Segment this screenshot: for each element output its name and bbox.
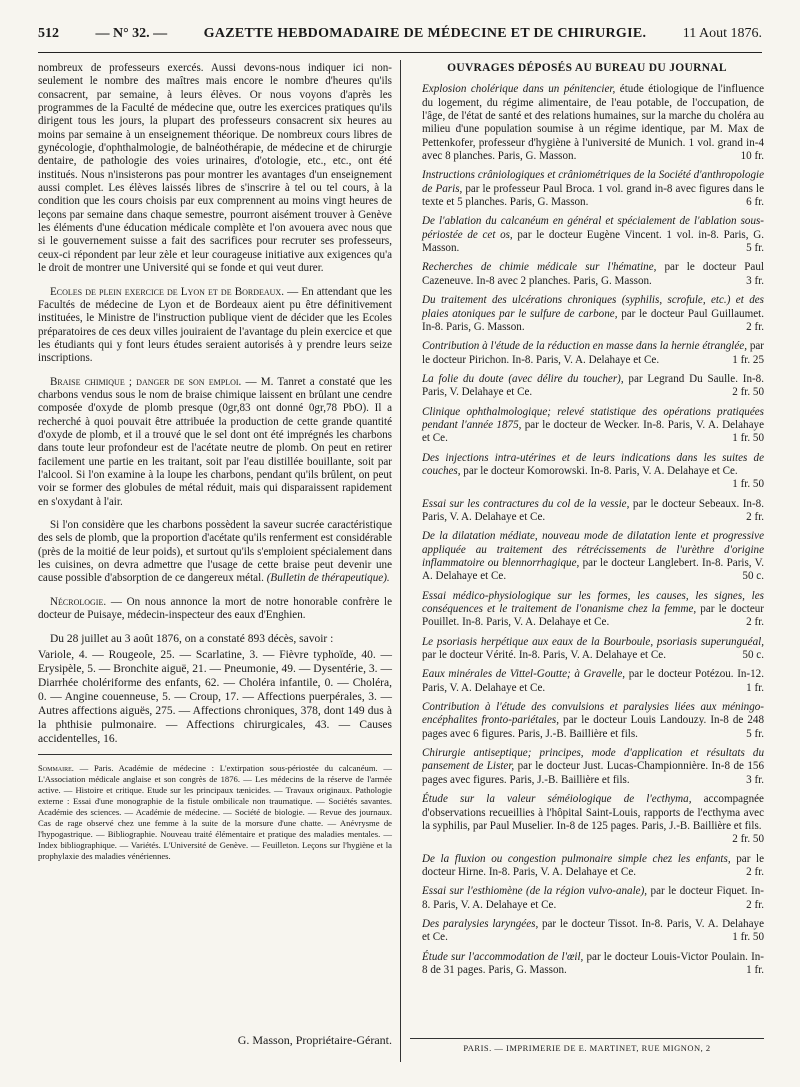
book-details: par le professeur Paul Broca. 1 vol. grand in-8 avec figures dans le texte et 5 planches. Paris, G. Masson.: [422, 182, 764, 209]
column-divider: [400, 60, 401, 1062]
book-price: 1 fr. 25: [732, 353, 764, 366]
book-title: Essai sur l'esthiomène (de la région vulvo-anale),: [422, 885, 648, 898]
book-details: par le docteur Potézou. In-12. Paris, V. A. Delahaye et Ce.: [422, 668, 764, 694]
book-title: Contribution à l'étude de la réduction en masse dans la hernie étranglée,: [422, 340, 748, 353]
book-details: étude étiologique de l'influence du logement, du régime alimentaire, de l'eau potable, de l'occupation, de l'âge, de l'état de santé et des relations humaines, sur la marche du choléra au milieu d'une population soumise à un régime identique, par M. Max de Pettenkofer, professeur d'hygiène à l'université de Munich. 1 vol. grand in-4 avec 8 planches. Paris, G. Masson.: [422, 83, 765, 163]
book-title: Clinique ophthalmologique; relevé statistique des opérations pratiquées pendant l'année 1875,: [422, 405, 764, 431]
book-title: Des injections intra-utérines et de leurs indications dans les suites de couches,: [422, 451, 764, 477]
book-details: par le docteur de Wecker. In-8. Paris, V. A. Delahaye et Ce.: [422, 418, 764, 445]
braise-article: [38, 376, 392, 509]
geneva-paragraph: nombreux de professeurs exercés. Aussi devons-nous indiquer ici non-seulement le nombre des maîtres mais encore le nombre d'heures qu'ils consacrent, par semaine, à leurs élèves. Or nous voyons d'après les programmes de la Faculté de médecine que, outre les exercices pratiques qu'ils dirigent tous les jours, la plupart des professeurs consacrent six heures au moins par semaine à un enseignement théorique. De nombreux cours libres de gynécologie, d'ophthalmologie, de balnéothérapie, de médecine et de chirurgie dentaire, de pathologie des voies urinaires, d'otologie, etc., etc., ont été institués. Nous n'insisterons pas pour montrer les avantages d'un enseignement aussi complet. Les élèves laissés libres de s'inscrire à tel ou tel cours, à la condition que les cours choisis par eux comprennent au moins vingt heures de leçons par semaine dans chaque semestre, pourront aisément trouver à Genève les éléments d'une éducation médicale complète et l'on avouera avec nous que si le gouvernement suisse a fait des sacrifices pour recruter ses professeurs, ceux-ci répondent par leur zèle et leur courageuse initiative aux exigences qu'a le droit de montrer une Université qui se fonde et qui veut durer.: [38, 62, 392, 275]
book-title: Contribution à l'étude des convulsions et paralysies liées aux méningo-encéphalites fronto-pariétales,: [422, 701, 764, 727]
book-title: Chirurgie antiseptique; principes, mode d'application et résultats du pansement de Lister,: [422, 747, 764, 773]
book-details: par Legrand Du Saulle. In-8. Paris, V. Delahaye et Ce.: [422, 372, 765, 399]
book-entry: [410, 747, 764, 787]
book-title: Des paralysies laryngées,: [422, 917, 539, 930]
book-price: 6 fr.: [746, 196, 764, 209]
mortality-list: Variole, 4. — Rougeole, 25. — Scarlatine, 3. — Fièvre typhoïde, 40. — Erysipèle, 5. — Bronchite aiguë, 21. — Pneumonie, 49. — Dysentérie, 3. — Diarrhée cholériforme des enfants, 62. — Choléra infantile, 0. — Choléra, 0. — Angine couenneuse, 5. — Croup, 17. — Affections puerpérales, 3. — Autres affections aiguës, 275. — Affections chroniques, 378, dont 149 dus à la phthisie pulmonaire. — Affections chirurgicales, 43. — Causes accidentelles, 16.: [38, 649, 392, 746]
book-price: 1 fr. 50: [732, 478, 764, 491]
book-entry: [410, 83, 764, 163]
necrology-heading: Nécrologie.: [50, 595, 107, 608]
book-title: Essai sur les contractures du col de la vessie,: [422, 497, 630, 510]
book-price: 1 fr.: [746, 681, 764, 694]
necrology-article: [38, 596, 392, 623]
book-details: par le docteur Pouillet. In-8. Paris, V. A. Delahaye et Ce.: [422, 603, 764, 629]
book-price: 10 fr.: [740, 150, 764, 163]
book-details: par le docteur Komorowski. In-8. Paris, V. A. Delahaye et Ce.: [460, 464, 738, 477]
book-details: par le docteur Langlebert. In-8. Paris, V. A. Delahaye et Ce.: [422, 557, 765, 583]
book-details: par le docteur Vérité. In-8. Paris, V. A. Delahaye et Ce.: [422, 649, 666, 662]
book-entry: [410, 169, 764, 209]
left-column: [38, 62, 392, 862]
book-title: Du traitement des ulcérations chroniques (syphilis, scrofule, etc.) et des plaies atoniques par le sulfure de carbone,: [422, 294, 764, 320]
book-details: par le docteur Paul Guillaumet. In-8. Paris, G. Masson.: [422, 307, 764, 333]
book-title: De l'ablation du calcanéum en général et spécialement de l'ablation sous-périostée de cet os,: [422, 215, 764, 241]
book-title: Recherches de chimie médicale sur l'hématine,: [422, 261, 657, 274]
book-title: La folie du doute (avec délire du toucher),: [422, 372, 624, 385]
book-entry: [410, 885, 764, 912]
book-entry: [410, 793, 764, 846]
book-details: par le docteur Pirichon. In-8. Paris, V. A. Delahaye et Ce.: [422, 340, 764, 366]
book-price: 1 fr. 50: [732, 931, 764, 944]
book-entry: [410, 951, 764, 978]
book-details: par le docteur Sebeaux. In-8. Paris, V. A. Delahaye et Ce.: [422, 497, 764, 523]
mortality-report: [38, 632, 392, 746]
book-entry: [410, 498, 764, 525]
book-entry: [410, 636, 764, 663]
book-details: accompagnée d'observations recueillies à l'hôpital Saint-Louis, rapports de l'ecthyma avec la syphilis, par Paul Muselier. In-8 de 125 pages. Paris, J.-B. Baillière et fils.: [422, 793, 764, 832]
ecoles-text: — En attendant que les Facultés de médecine de Lyon et de Bordeaux aient pu être définitivement instituées, le Ministre de l'instruction publique vient de décider que les Ecoles préparatoires de ces deux villes jouiraient de l'avantage du plein exercice et que les étudiants qui y font leurs études seraient autorisés à y prendre leurs seize inscriptions.: [38, 285, 392, 365]
book-title: Le psoriasis herpétique aux eaux de la Bourboule, psoriasis superunguéal,: [422, 635, 764, 648]
book-title: Étude sur l'accommodation de l'œil,: [422, 950, 584, 963]
book-price: 5 fr.: [746, 242, 764, 255]
book-price: 2 fr.: [746, 616, 764, 629]
book-entry: [410, 530, 764, 583]
page-header: [38, 26, 762, 53]
book-price: 3 fr.: [746, 773, 764, 786]
deposited-works-list: [410, 83, 764, 977]
book-entry: [410, 452, 764, 492]
issue-number: — N° 32. —: [95, 26, 168, 41]
book-title: De la dilatation médiate, nouveau mode de dilatation lente et progressive appliquée au traitement des rétrécissements de l'urèthre d'origine inflammatoire ou blennorrhagique,: [422, 530, 764, 569]
book-details: par le docteur Louis Landouzy. In-8 de 248 pages avec 6 figures. Paris, J.-B. Baillière et fils.: [422, 714, 764, 740]
book-details: par le docteur Hirne. In-8. Paris, V. A. Delahaye et Ce.: [422, 852, 765, 878]
book-entry: [410, 294, 764, 334]
deposited-works-title: OUVRAGES DÉPOSÉS AU BUREAU DU JOURNAL: [447, 62, 727, 74]
book-price: 1 fr. 50: [732, 432, 764, 445]
book-entry: [410, 406, 764, 446]
issue-summary: [38, 763, 392, 862]
book-title: Eaux minérales de Vittel-Goutte; à Gravelle,: [422, 668, 626, 681]
braise-article-continued: [38, 519, 392, 586]
summary-divider: [38, 754, 392, 755]
book-title: Explosion cholérique dans un pénitencier,: [422, 83, 616, 96]
book-price: 3 fr.: [746, 274, 764, 287]
publisher-signature: G. Masson, Propriétaire-Gérant.: [237, 1033, 392, 1047]
ecoles-article: [38, 286, 392, 366]
book-price: 2 fr.: [746, 510, 764, 523]
book-details: par le docteur Just. Lucas-Championnière. In-8 de 156 pages avec figures. Paris, J.-B. Baillière et fils.: [422, 760, 764, 786]
book-details: par le docteur Fiquet. In-8. Paris, V. A. Delahaye et Ce.: [422, 885, 764, 911]
ecoles-heading: Ecoles de plein exercice de Lyon et de Bordeaux.: [50, 285, 284, 298]
book-details: par le docteur Paul Cazeneuve. In-8 avec 2 planches. Paris, G. Masson.: [422, 261, 764, 287]
book-title: Essai médico-physiologique sur les formes, les causes, les signes, les conséquences et le traitement de l'onanisme chez la femme,: [422, 589, 764, 616]
book-title: Instructions crâniologiques et crâniométriques de la Société d'anthropologie de Paris,: [422, 169, 764, 195]
book-price: 2 fr.: [746, 865, 764, 878]
book-entry: [410, 340, 764, 367]
book-price: 1 fr.: [746, 963, 764, 976]
necrology-text: — On nous annonce la mort de notre honorable confrère le docteur de Puisaye, médecin-inspecteur des eaux d'Enghien.: [38, 595, 392, 622]
issue-date: 11 Aout 1876.: [682, 26, 762, 41]
book-details: par le docteur Louis-Victor Poulain. In-8 de 31 pages. Paris, G. Masson.: [422, 950, 764, 976]
book-price: 5 fr.: [746, 727, 764, 740]
book-entry: [410, 918, 764, 945]
braise-text: — M. Tanret a constaté que les charbons vendus sous le nom de braise chimique laissent en brûlant une cendre composée d'oxyde de plomb presque (0gr,83 ont donné 0gr,78 PbO). Il a recherché à quoi pouvait être attribuée la production de cette grande quantité d'oxyde de plomb, et il a trouvé que le sel dont ont été imprégnés les charbons dans toute leur profondeur est de l'acétate neutre de plomb. On peut en retirer facilement une partie en les traitant, soit par l'eau distillée bouillante, soit par l'alcool. Si l'on examine à la loupe les charbons, pendant qu'ils brûlent, on peut voir se former des globules de métal réduit, mais qui disparaissent rapidement en s'oxydant à l'air.: [38, 375, 392, 508]
book-price: 2 fr. 50: [732, 833, 764, 846]
book-entry: [410, 261, 764, 288]
page-number: 512: [38, 26, 59, 41]
book-price: 50 c.: [742, 649, 764, 662]
book-title: Étude sur la valeur séméiologique de l'ecthyma,: [422, 793, 692, 806]
braise-source: (Bulletin de thérapeutique).: [263, 572, 390, 585]
book-price: 50 c.: [742, 570, 764, 583]
journal-title: GAZETTE HEBDOMADAIRE DE MÉDECINE ET DE CHIRURGIE.: [203, 26, 647, 41]
book-entry: [410, 590, 764, 630]
printer-imprint: PARIS. — IMPRIMERIE DE E. MARTINET, RUE MIGNON, 2: [410, 1038, 764, 1053]
mortality-heading: Du 28 juillet au 3 août 1876, on a constaté 893 décès, savoir :: [50, 633, 334, 646]
book-details: par le docteur Tissot. In-8. Paris, V. A. Delahaye et Ce.: [422, 917, 764, 944]
book-entry: [410, 668, 764, 695]
summary-text: — Paris. Académie de médecine : L'extirpation sous-périostée du calcanéum. — L'Association médicale anglaise et son congrès de 1876. — Les médecins de la réserve de l'armée active. — Histoire et critique. Etude sur les principaux tænicides. — Travaux originaux. Pathologie externe : Essai d'une monographie de la fistule ombilicale non traumatique. — Sociétés savantes. Académie des sciences. — Académie de médecine. — Société de biologie. — Revue des journaux. Cas de rage observé chez une femme à la suite de la morsure d'une chatte. — Anévrysme de l'hypogastrique. — Bibliographie. Nouveau traité élémentaire et pratique des maladies mentales. — Index bibliographique. — Variétés. L'Université de Genève. — Feuilleton. Leçons sur l'hygiène et la prophylaxie des maladies vénériennes.: [38, 763, 392, 862]
book-price: 2 fr.: [746, 320, 764, 333]
braise-heading: Braise chimique ; danger de son emploi.: [50, 375, 242, 388]
book-entry: [410, 701, 764, 741]
book-title: De la fluxion ou congestion pulmonaire simple chez les enfants,: [422, 852, 731, 865]
book-details: par le docteur Eugène Vincent. 1 vol. in-8. Paris, G. Masson.: [422, 228, 764, 255]
book-entry: [410, 853, 764, 880]
braise-text-2: Si l'on considère que les charbons possèdent la saveur sucrée caractéristique des sels de plomb, que la proportion d'acétate qu'ils renferment est considérable (près de la moitié de leur poids), et surtout qu'ils s'emploient spécialement dans les cuisines, on devra admettre que l'usage de cette braise peut devenir une cause possible d'absorption de ce dangereux métal.: [38, 519, 392, 585]
book-entry: [410, 373, 764, 400]
right-column: [410, 62, 764, 983]
summary-heading: Sommaire.: [38, 763, 74, 774]
book-entry: [410, 215, 764, 255]
book-price: 2 fr.: [746, 898, 764, 911]
book-price: 2 fr. 50: [732, 386, 764, 399]
